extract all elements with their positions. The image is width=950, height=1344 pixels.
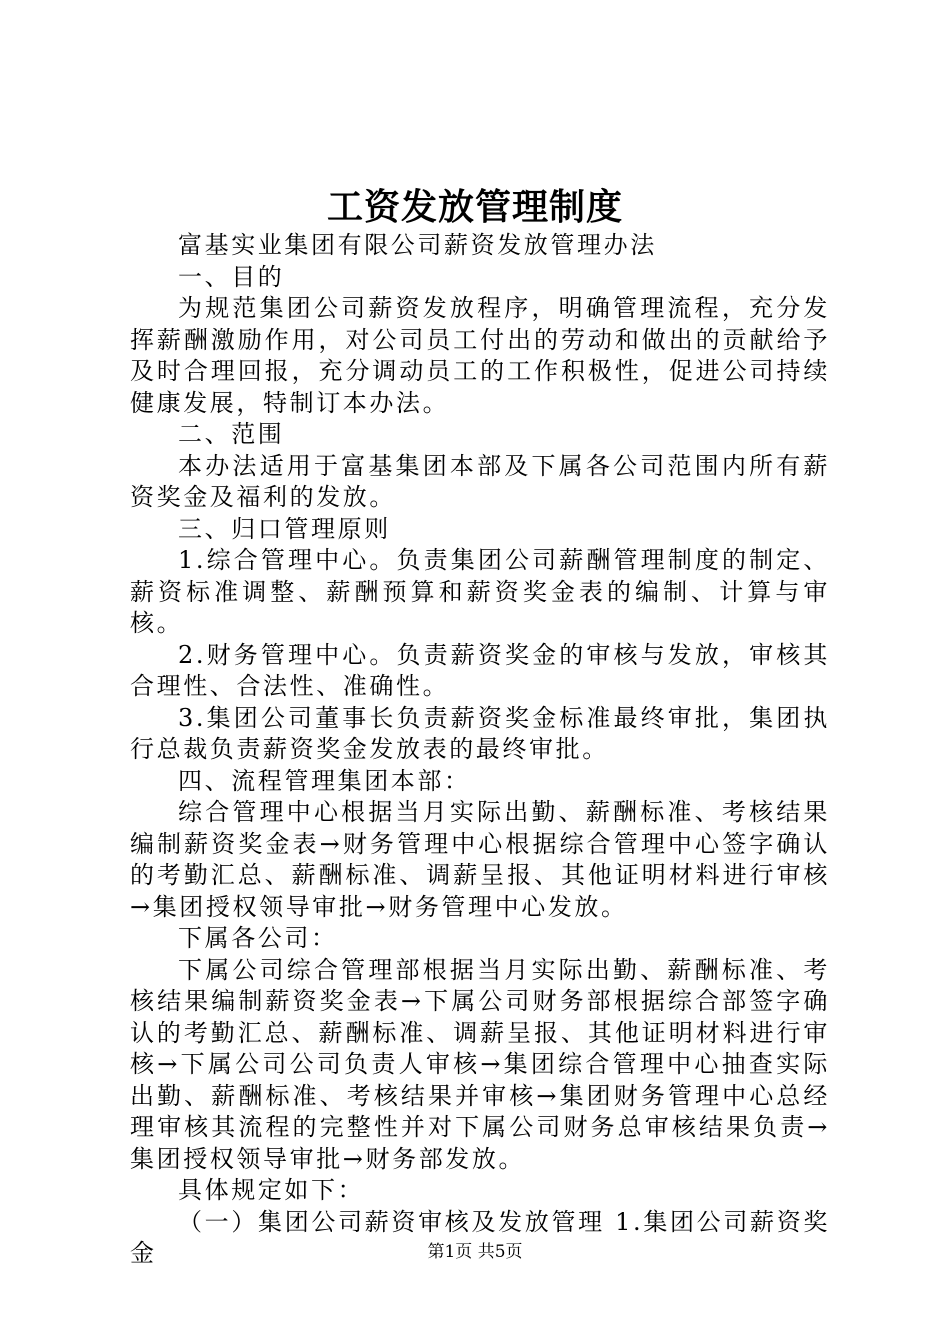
section-heading: 四、流程管理集团本部：	[178, 766, 471, 795]
paragraph: 富基实业集团有限公司薪资发放管理办法	[178, 231, 657, 259]
paragraph: 3.集团公司董事长负责薪资奖金标准最终审批，集团执行总裁负责薪资奖金发放表的最终审批。	[130, 703, 830, 763]
section-heading: 下属各公司：	[178, 924, 338, 952]
paragraph: 下属公司综合管理部根据当月实际出勤、薪酬标准、考核结果编制薪资奖金表→下属公司财务部根据综合部签字确认的考勤汇总、薪酬标准、调薪呈报、其他证明材料进行审核→下属公司公司负责人审核→集团综合管理中心抽查实际出勤、薪酬标准、考核结果并审核→集团财务管理中心总经理审核其流程的完整性并对下属公司财务总审核结果负责→集团授权领导审批→财务部发放。	[130, 955, 830, 1173]
paragraph: 为规范集团公司薪资发放程序，明确管理流程，充分发挥薪酬激励作用，对公司员工付出的劳动和做出的贡献给予及时合理回报，充分调动员工的工作积极性，促进公司持续健康发展，特制订本办法。	[130, 294, 830, 417]
section-heading: 三、归口管理原则	[178, 514, 391, 543]
paragraph: 1.综合管理中心。负责集团公司薪酬管理制度的制定、薪资标准调整、薪酬预算和薪资奖金表的编制、计算与审核。	[130, 546, 830, 637]
section-heading: 一、目的	[178, 262, 285, 291]
section-heading: 二、范围	[178, 420, 285, 448]
page-footer: 第1页 共5页	[427, 1242, 523, 1262]
paragraph: 综合管理中心根据当月实际出勤、薪酬标准、考核结果编制薪资奖金表→财务管理中心根据综合管理中心签字确认的考勤汇总、薪酬标准、调薪呈报、其他证明材料进行审核→集团授权领导审批→财务管理中心发放。	[130, 798, 830, 921]
document-title: 工资发放管理制度	[326, 186, 623, 228]
document-body	[130, 230, 830, 1270]
paragraph: （一）集团公司薪资审核及发放管理 1.集团公司薪资奖金	[130, 1207, 830, 1267]
paragraph: 2.财务管理中心。负责薪资奖金的审核与发放，审核其合理性、合法性、准确性。	[130, 640, 830, 700]
paragraph: 本办法适用于富基集团本部及下属各公司范围内所有薪资奖金及福利的发放。	[130, 451, 830, 511]
section-heading: 具体规定如下：	[178, 1176, 365, 1204]
